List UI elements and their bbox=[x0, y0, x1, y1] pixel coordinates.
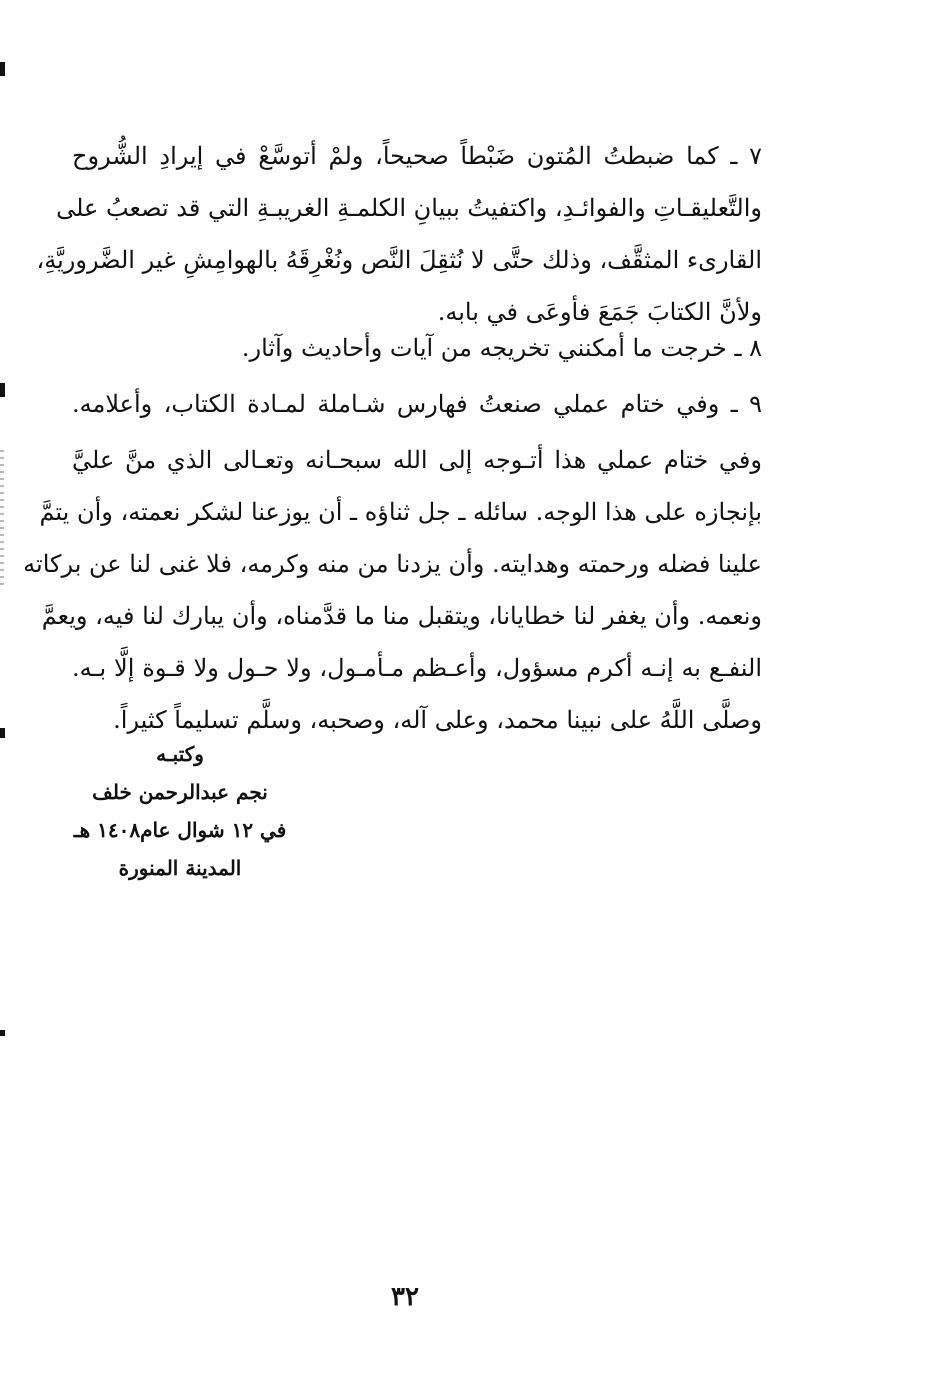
text-line: ٧ ـ كما ضبطتُ المُتون ضَبْطاً صحيحاً، ولمْ أتوسَّعْ في إيرادِ الشُّروح bbox=[72, 142, 763, 170]
text-line: وصلَّى اللَّهُ على نبينا محمد، وعلى آله، وصحبه، وسلَّم تسليماً كثيراً. bbox=[113, 706, 762, 734]
text-line: ٨ ـ خرجت ما أمكنني تخريجه من آيات وأحاديث وآثار. bbox=[241, 334, 762, 362]
text-line: ٩ ـ وفي ختام عملي صنعتُ فهارس شـاملة لمـادة الكتاب، وأعلامه. bbox=[72, 390, 762, 418]
author-name: نجم عبدالرحمن خلف bbox=[92, 780, 268, 804]
text-line: علينا فضله ورحمته وهدايته. وأن يزدنا من منه وكرمه، فلا غنى لنا عن بركاته bbox=[23, 550, 762, 578]
paragraph-item-7 bbox=[36, 130, 763, 338]
text-line: وفي ختام عملي هذا أتـوجه إلى الله سبحـانه وتعـالى الذي منَّ عليَّ bbox=[72, 446, 762, 474]
scan-edge-noise bbox=[0, 450, 4, 590]
text-line: والتَّعليقـاتِ والفوائـدِ، واكتفيتُ ببيانِ الكلمـةِ الغريبـةِ التي قد تصعبُ على bbox=[56, 194, 762, 222]
scan-edge-mark bbox=[0, 1030, 5, 1036]
page-number: ٣٢ bbox=[391, 1282, 419, 1312]
paragraph-item-8 bbox=[72, 322, 762, 374]
text-line: القارىء المثقَّف، وذلك حتَّى لا نُثقِلَ النَّص ونُغْرِقَهُ بالهوامِشِ غير الضَّروريَّةِ، bbox=[36, 246, 762, 274]
scan-edge-mark bbox=[0, 62, 5, 76]
signature-heading: وكتبـه bbox=[156, 742, 204, 766]
signature-place: المدينة المنورة bbox=[118, 856, 242, 880]
signature-block bbox=[70, 735, 290, 887]
paragraph-item-9 bbox=[72, 378, 762, 430]
signature-date: في ١٢ شوال عام١٤٠٨ هـ bbox=[73, 818, 287, 842]
scan-edge-mark bbox=[0, 383, 5, 397]
text-line: النفـع به إنـه أكرم مسؤول، وأعـظم مـأمـول، ولا حـول ولا قـوة إلَّا بـه. bbox=[72, 654, 762, 682]
scan-edge-mark bbox=[0, 728, 5, 738]
closing-paragraph bbox=[23, 434, 762, 746]
text-line: ولأنَّ الكتابَ جَمَعَ فأوعَى في بابه. bbox=[437, 298, 762, 326]
text-line: ونعمه. وأن يغفر لنا خطايانا، ويتقبل منا ما قدَّمناه، وأن يبارك لنا فيه، ويعمَّ bbox=[41, 602, 762, 630]
text-line: بإنجازه على هذا الوجه. سائله ـ جل ثناؤه ـ أن يوزعنا لشكر نعمته، وأن يتمَّ bbox=[39, 498, 762, 526]
